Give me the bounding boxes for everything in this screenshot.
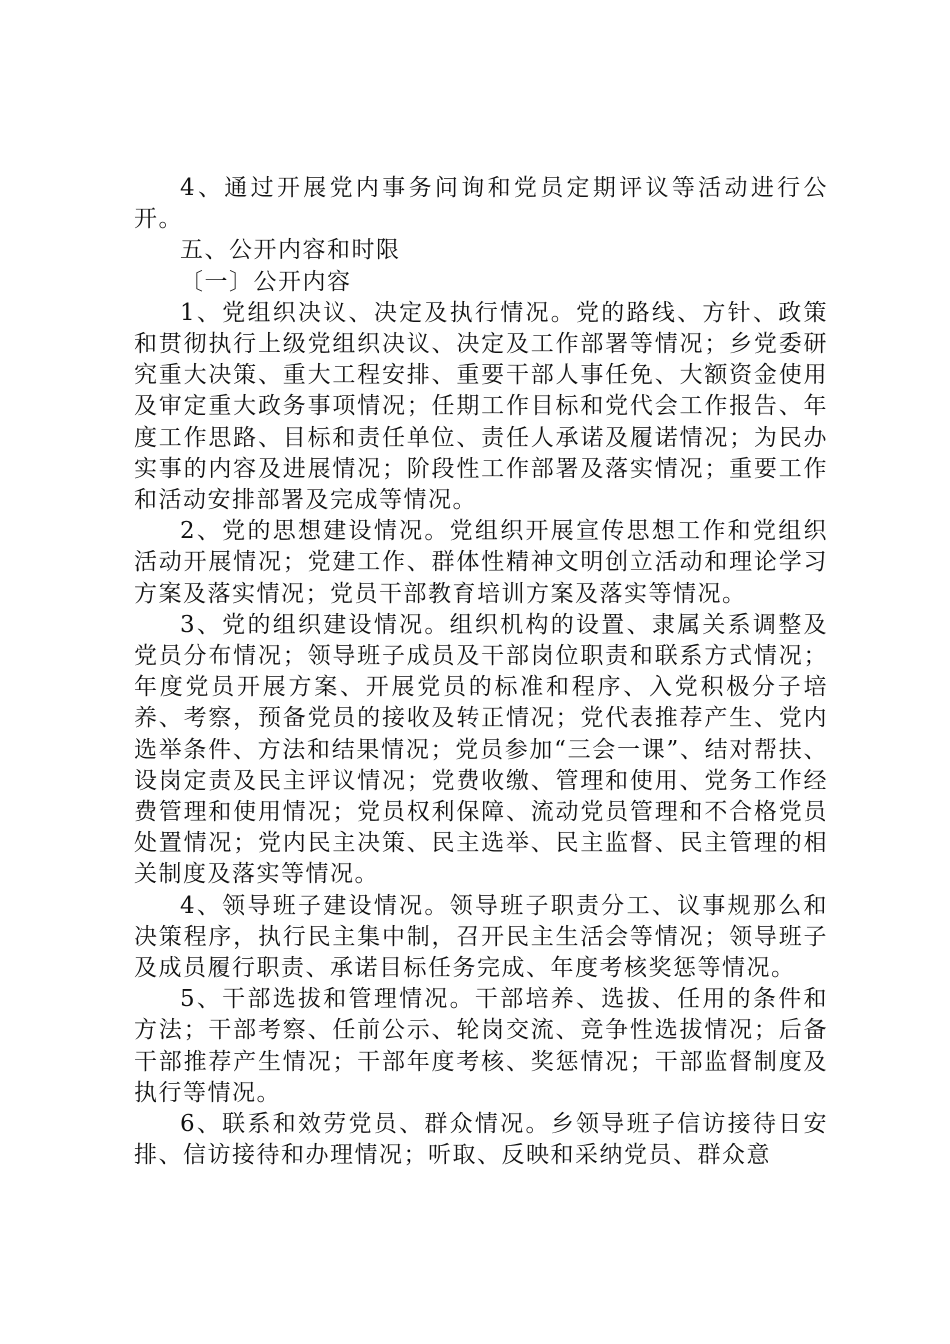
paragraph-cadre-selection: 5、干部选拔和管理情况。干部培养、选拔、任用的条件和方法；干部考察、任前公示、轮岗交流、竞争性选拔情况；后备干部推荐产生情况；干部年度考核、奖惩情况；干部监督制度及执行等情况。 (134, 986, 828, 1106)
paragraph-organizational-building: 3、党的组织建设情况。组织机构的设置、隶属关系调整及党员分布情况；领导班子成员及干部岗位职责和联系方式情况；年度党员开展方案、开展党员的标准和程序、入党积极分子培养、考察，预备党员的接收及转正情况；党代表推荐产生、党内选举条件、方法和结果情况；党员参加“三会一课”、结对帮扶、设岗定责及民主评议情况；党费收缴、管理和使用、党务工作经费管理和使用情况；党员权利保障、流动党员管理和不合格党员处置情况；党内民主决策、民主选举、民主监督、民主管理的相关制度及落实等情况。 (134, 611, 828, 888)
paragraph-item-4-disclosure-methods: 4、通过开展党内事务问询和党员定期评议等活动进行公开。 (134, 175, 828, 233)
section-heading-5: 五、公开内容和时限 (180, 237, 401, 264)
paragraph-leadership-building: 4、领导班子建设情况。领导班子职责分工、议事规那么和决策程序，执行民主集中制，召开民主生活会等情况；领导班子及成员履行职责、承诺目标任务完成、年度考核奖惩等情况。 (134, 892, 828, 982)
paragraph-ideological-building: 2、党的思想建设情况。党组织开展宣传思想工作和党组织活动开展情况；党建工作、群体性精神文明创立活动和理论学习方案及落实情况；党员干部教育培训方案及落实等情况。 (134, 518, 828, 607)
document-body (134, 173, 828, 1172)
subsection-heading-1: 〔一〕公开内容 (180, 268, 352, 295)
paragraph-party-resolutions: 1、党组织决议、决定及执行情况。党的路线、方针、政策和贯彻执行上级党组织决议、决定及工作部署等情况；乡党委研究重大决策、重大工程安排、重要干部人事任免、大额资金使用及审定重大政务事项情况；任期工作目标和党代会工作报告、年度工作思路、目标和责任单位、责任人承诺及履诺情况；为民办实事的内容及进展情况；阶段性工作部署及落实情况；重要工作和活动安排部署及完成等情况。 (134, 299, 828, 514)
paragraph-serving-members: 6、联系和效劳党员、群众情况。乡领导班子信访接待日安排、信访接待和办理情况；听取、反映和采纳党员、群众意 (134, 1111, 828, 1169)
